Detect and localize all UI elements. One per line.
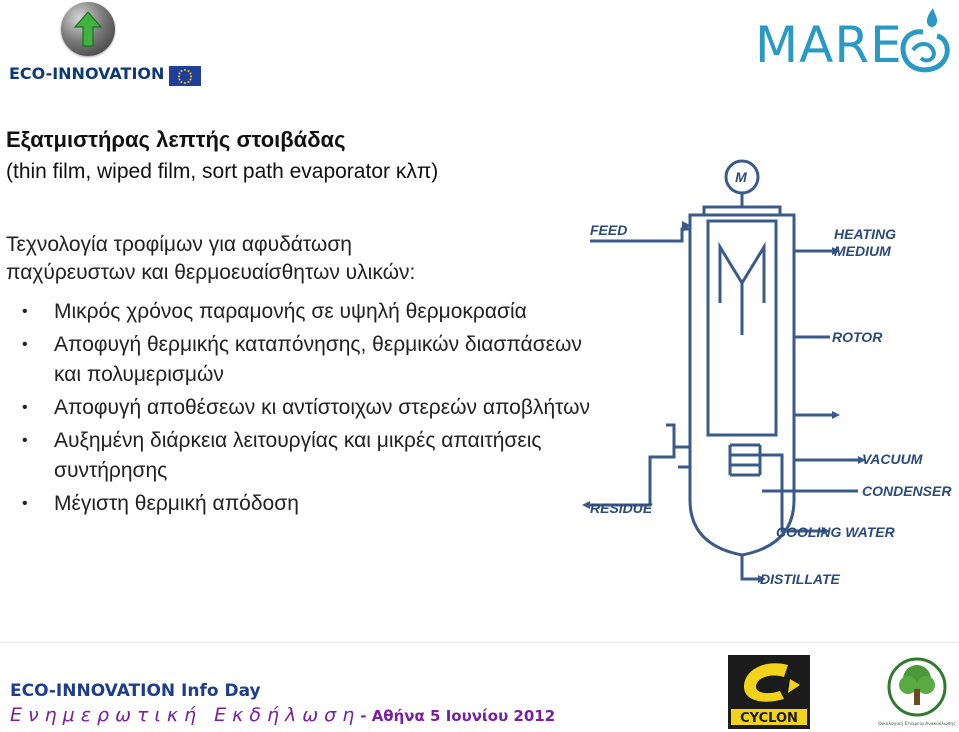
rotor-label: ROTOR — [832, 329, 883, 345]
bullet-icon: • — [22, 495, 28, 512]
list-item-text: Αποφυγή θερμικής καταπόνησης, θερμικών διασπάσεων και πολυμερισμών — [54, 333, 582, 386]
cooling-water-label: COOLING WATER — [776, 524, 895, 540]
water-drop-wave-icon — [893, 6, 955, 78]
condenser-coil — [730, 445, 760, 475]
bullet-icon: • — [22, 336, 28, 353]
motor-label: M — [735, 169, 747, 185]
vacuum-label: VACUUM — [862, 451, 923, 467]
list-item-text: Αποφυγή αποθέσεων κι αντίστοιχων στερεών αποβλήτων — [54, 396, 591, 419]
benefits-list — [22, 297, 612, 522]
eco-innovation-wordmark: ECO-INNOVATION — [9, 64, 165, 83]
list-item — [22, 489, 612, 519]
mare-wordmark: MARE — [755, 16, 903, 74]
heating-medium-label-1: HEATING — [834, 226, 896, 242]
eu-flag-icon — [169, 66, 201, 86]
thin-film-evaporator-diagram — [582, 155, 952, 595]
recycling-tree-logo — [880, 655, 954, 729]
bullet-icon: • — [22, 303, 28, 320]
slide-subtitle: (thin film, wiped film, sort path evaporator κλπ) — [6, 160, 439, 183]
condenser-label: CONDENSER — [862, 483, 952, 499]
green-up-arrow-icon — [74, 11, 102, 47]
footer-event-title: ECO-INNOVATION Info Day — [10, 681, 261, 701]
cyclon-wordmark: CYCLON — [740, 711, 798, 726]
bullet-icon: • — [22, 399, 28, 416]
eco-innovation-emblem — [61, 2, 115, 56]
arrow-icon — [832, 411, 840, 419]
list-item — [22, 393, 612, 423]
list-item-text: Μικρός χρόνος παραμονής σε υψηλή θερμοκρασία — [54, 300, 527, 323]
tree-logo-caption: Οικολογική Εταιρεία Ανακύκλωσης — [878, 722, 956, 727]
footer-event-name: Ενημερωτική Εκδήλωση — [10, 704, 361, 726]
residue-label: RESIDUE — [590, 500, 653, 516]
distillate-label: DISTILLATE — [760, 571, 840, 587]
footer-divider — [0, 642, 959, 643]
list-item — [22, 330, 612, 390]
intro-line: Τεχνολογία τροφίμων για αφυδάτωση — [6, 233, 352, 256]
footer-event-date: - Αθήνα 5 Ιουνίου 2012 — [360, 707, 556, 725]
list-item — [22, 297, 612, 327]
cyclon-logo — [728, 655, 810, 729]
mare-logo — [755, 6, 955, 78]
residue-line — [590, 425, 690, 505]
slide-title: Εξατμιστήρας λεπτής στοιβάδας — [6, 127, 346, 152]
heating-jacket — [690, 215, 794, 555]
intro-paragraph — [6, 231, 596, 287]
arrow-icon — [582, 501, 590, 509]
bullet-icon: • — [22, 432, 28, 449]
distillate-line — [742, 555, 758, 579]
feed-label: FEED — [590, 222, 628, 238]
footer-event-subtitle — [10, 704, 555, 726]
list-item — [22, 426, 612, 486]
heating-medium-label-2: MEDIUM — [834, 243, 891, 259]
list-item-text: Μέγιστη θερμική απόδοση — [54, 492, 299, 515]
eco-innovation-logo — [6, 2, 202, 88]
intro-line: παχύρευστων και θερμοευαίσθητων υλικών: — [6, 261, 416, 284]
list-item-text: Αυξημένη διάρκεια λειτουργίας και μικρές απαιτήσεις συντήρησης — [54, 429, 542, 482]
